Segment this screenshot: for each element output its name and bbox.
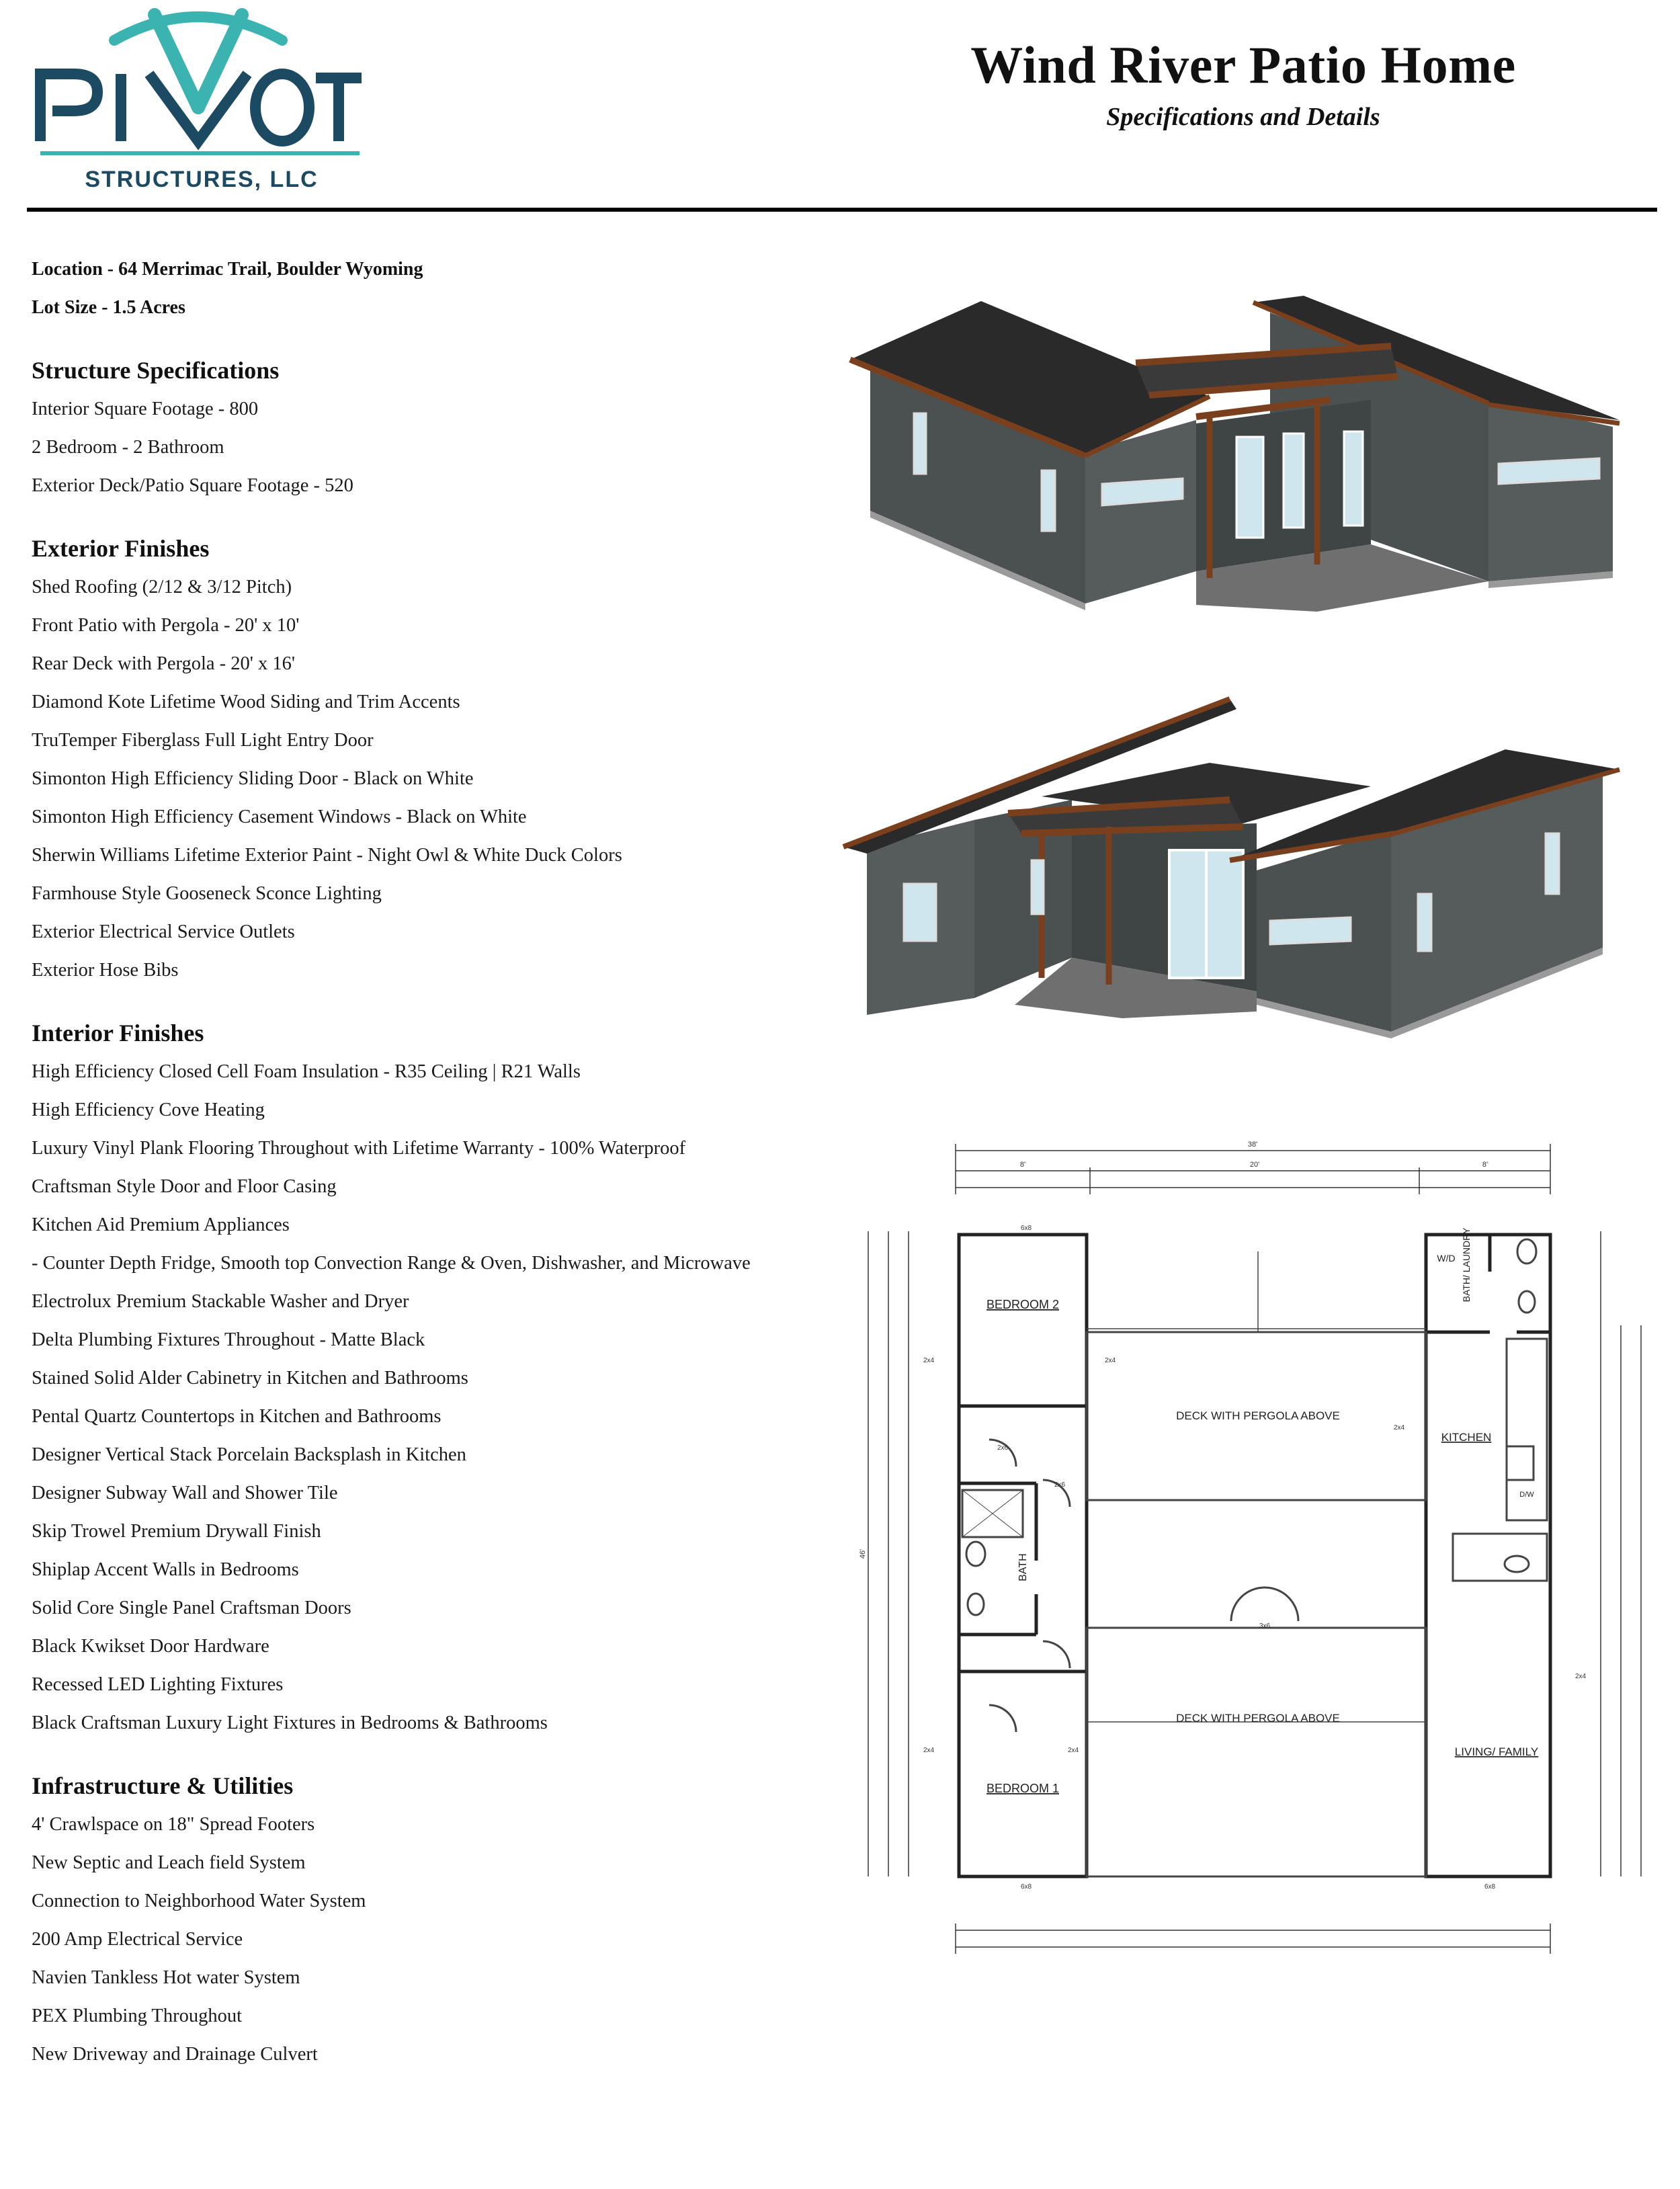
list-item: 2 Bedroom - 2 Bathroom [32, 437, 224, 458]
lot-size-line: Lot Size - 1.5 Acres [32, 297, 185, 318]
list-item: Black Kwikset Door Hardware [32, 1636, 269, 1657]
list-item: Rear Deck with Pergola - 20' x 16' [32, 653, 296, 674]
list-item: Sherwin Williams Lifetime Exterior Paint - Night Owl & White Duck Colors [32, 845, 622, 866]
list-item: Black Craftsman Luxury Light Fixtures in Bedrooms & Bathrooms [32, 1712, 548, 1733]
list-item: Solid Core Single Panel Craftsman Doors [32, 1598, 351, 1618]
page-title: Wind River Patio Home [970, 36, 1516, 94]
window-label: 2x4 [923, 1357, 935, 1364]
list-item: Shed Roofing (2/12 & 3/12 Pitch) [32, 577, 292, 597]
section-heading: Exterior Finishes [32, 535, 210, 562]
list-item: Diamond Kote Lifetime Wood Siding and Trim Accents [32, 692, 460, 712]
list-item: Designer Subway Wall and Shower Tile [32, 1483, 338, 1503]
list-item: Designer Vertical Stack Porcelain Backsplash in Kitchen [32, 1444, 466, 1465]
header-divider [27, 208, 1657, 212]
exterior-section [32, 530, 825, 989]
door-label: 2x6 [997, 1444, 1009, 1452]
list-item: Recessed LED Lighting Fixtures [32, 1674, 284, 1695]
list-item: Simonton High Efficiency Casement Windows - Black on White [32, 807, 527, 827]
house-render-front [847, 282, 1633, 612]
infrastructure-section [32, 1767, 825, 2073]
logo-tagline: STRUCTURES, LLC [85, 167, 319, 192]
list-item: High Efficiency Closed Cell Foam Insulation - R35 Ceiling | R21 Walls [32, 1061, 581, 1082]
list-item: Delta Plumbing Fixtures Throughout - Matte Black [32, 1329, 425, 1350]
header [874, 36, 1613, 132]
dimension-overall: 38' [1247, 1141, 1258, 1149]
dimension-top-left: 8' [1019, 1161, 1026, 1169]
appliance-label-dw: D/W [1519, 1491, 1534, 1499]
floor-plan [859, 1130, 1648, 1964]
section-heading: Infrastructure & Utilities [32, 1772, 294, 1799]
list-item: Navien Tankless Hot water System [32, 1967, 300, 1988]
specifications-column [32, 250, 825, 2073]
list-item: 4' Crawlspace on 18" Spread Footers [32, 1814, 315, 1835]
room-label-deck-bottom: DECK WITH PERGOLA ABOVE [1176, 1712, 1340, 1725]
pivot-logo-graphic [34, 7, 363, 195]
structure-section [32, 352, 825, 505]
window-label: 2x4 [923, 1747, 935, 1754]
room-label-bedroom-2: BEDROOM 2 [986, 1298, 1060, 1311]
room-label-bath-laundry: BATH/ LAUNDRY [1461, 1227, 1472, 1303]
list-item: Interior Square Footage - 800 [32, 399, 259, 419]
location-line: Location - 64 Merrimac Trail, Boulder Wyoming [32, 259, 423, 280]
door-label: 6x8 [1020, 1883, 1032, 1891]
page-subtitle: Specifications and Details [1106, 103, 1380, 131]
list-item: PEX Plumbing Throughout [32, 2006, 242, 2026]
list-item: Kitchen Aid Premium Appliances [32, 1214, 290, 1235]
house-render-rear [840, 689, 1633, 1038]
list-item: Electrolux Premium Stackable Washer and Dryer [32, 1291, 409, 1312]
list-item: Simonton High Efficiency Sliding Door - Black on White [32, 768, 474, 789]
list-item: Pental Quartz Countertops in Kitchen and Bathrooms [32, 1406, 442, 1427]
door-label: 6x8 [1020, 1225, 1032, 1232]
door-label: 3x6 [1259, 1622, 1271, 1630]
list-item: Exterior Hose Bibs [32, 960, 179, 981]
room-label-wd: W/D [1437, 1253, 1456, 1264]
room-label-deck-top: DECK WITH PERGOLA ABOVE [1176, 1409, 1340, 1422]
room-label-bath: BATH [1017, 1553, 1029, 1581]
list-item: - Counter Depth Fridge, Smooth top Convection Range & Oven, Dishwasher, and Microwave [32, 1253, 751, 1274]
list-item: Connection to Neighborhood Water System [32, 1891, 366, 1911]
room-label-living-family: LIVING/ FAMILY [1454, 1745, 1539, 1758]
list-item: Front Patio with Pergola - 20' x 10' [32, 615, 300, 636]
dimension-top-right: 8' [1482, 1161, 1488, 1169]
window-label: 2x4 [1574, 1673, 1587, 1680]
list-item: Stained Solid Alder Cabinetry in Kitchen and Bathrooms [32, 1368, 468, 1389]
section-heading: Interior Finishes [32, 1020, 204, 1046]
list-item: New Driveway and Drainage Culvert [32, 2044, 318, 2065]
door-label: 6x8 [1484, 1883, 1496, 1891]
list-item: New Septic and Leach field System [32, 1852, 306, 1873]
list-item: Luxury Vinyl Plank Flooring Throughout with Lifetime Warranty - 100% Waterproof [32, 1138, 686, 1159]
interior-section [32, 1014, 825, 1742]
room-label-kitchen: KITCHEN [1441, 1431, 1492, 1444]
dimension-height-left: 46' [859, 1548, 867, 1559]
list-item: Skip Trowel Premium Drywall Finish [32, 1521, 321, 1542]
door-label: 2x6 [1054, 1481, 1066, 1489]
list-item: 200 Amp Electrical Service [32, 1929, 243, 1950]
company-logo [34, 7, 363, 195]
list-item: Craftsman Style Door and Floor Casing [32, 1176, 337, 1197]
section-heading: Structure Specifications [32, 357, 280, 384]
room-label-bedroom-1: BEDROOM 1 [986, 1782, 1060, 1795]
list-item: Exterior Electrical Service Outlets [32, 921, 295, 942]
list-item: High Efficiency Cove Heating [32, 1100, 265, 1120]
list-item: Farmhouse Style Gooseneck Sconce Lighting [32, 883, 382, 904]
dimension-top-mid: 20' [1249, 1161, 1260, 1169]
list-item: TruTemper Fiberglass Full Light Entry Door [32, 730, 374, 751]
window-label: 2x4 [1393, 1424, 1405, 1432]
window-label: 2x4 [1104, 1357, 1116, 1364]
window-label: 2x4 [1067, 1747, 1079, 1754]
list-item: Shiplap Accent Walls in Bedrooms [32, 1559, 299, 1580]
list-item: Exterior Deck/Patio Square Footage - 520 [32, 475, 353, 496]
